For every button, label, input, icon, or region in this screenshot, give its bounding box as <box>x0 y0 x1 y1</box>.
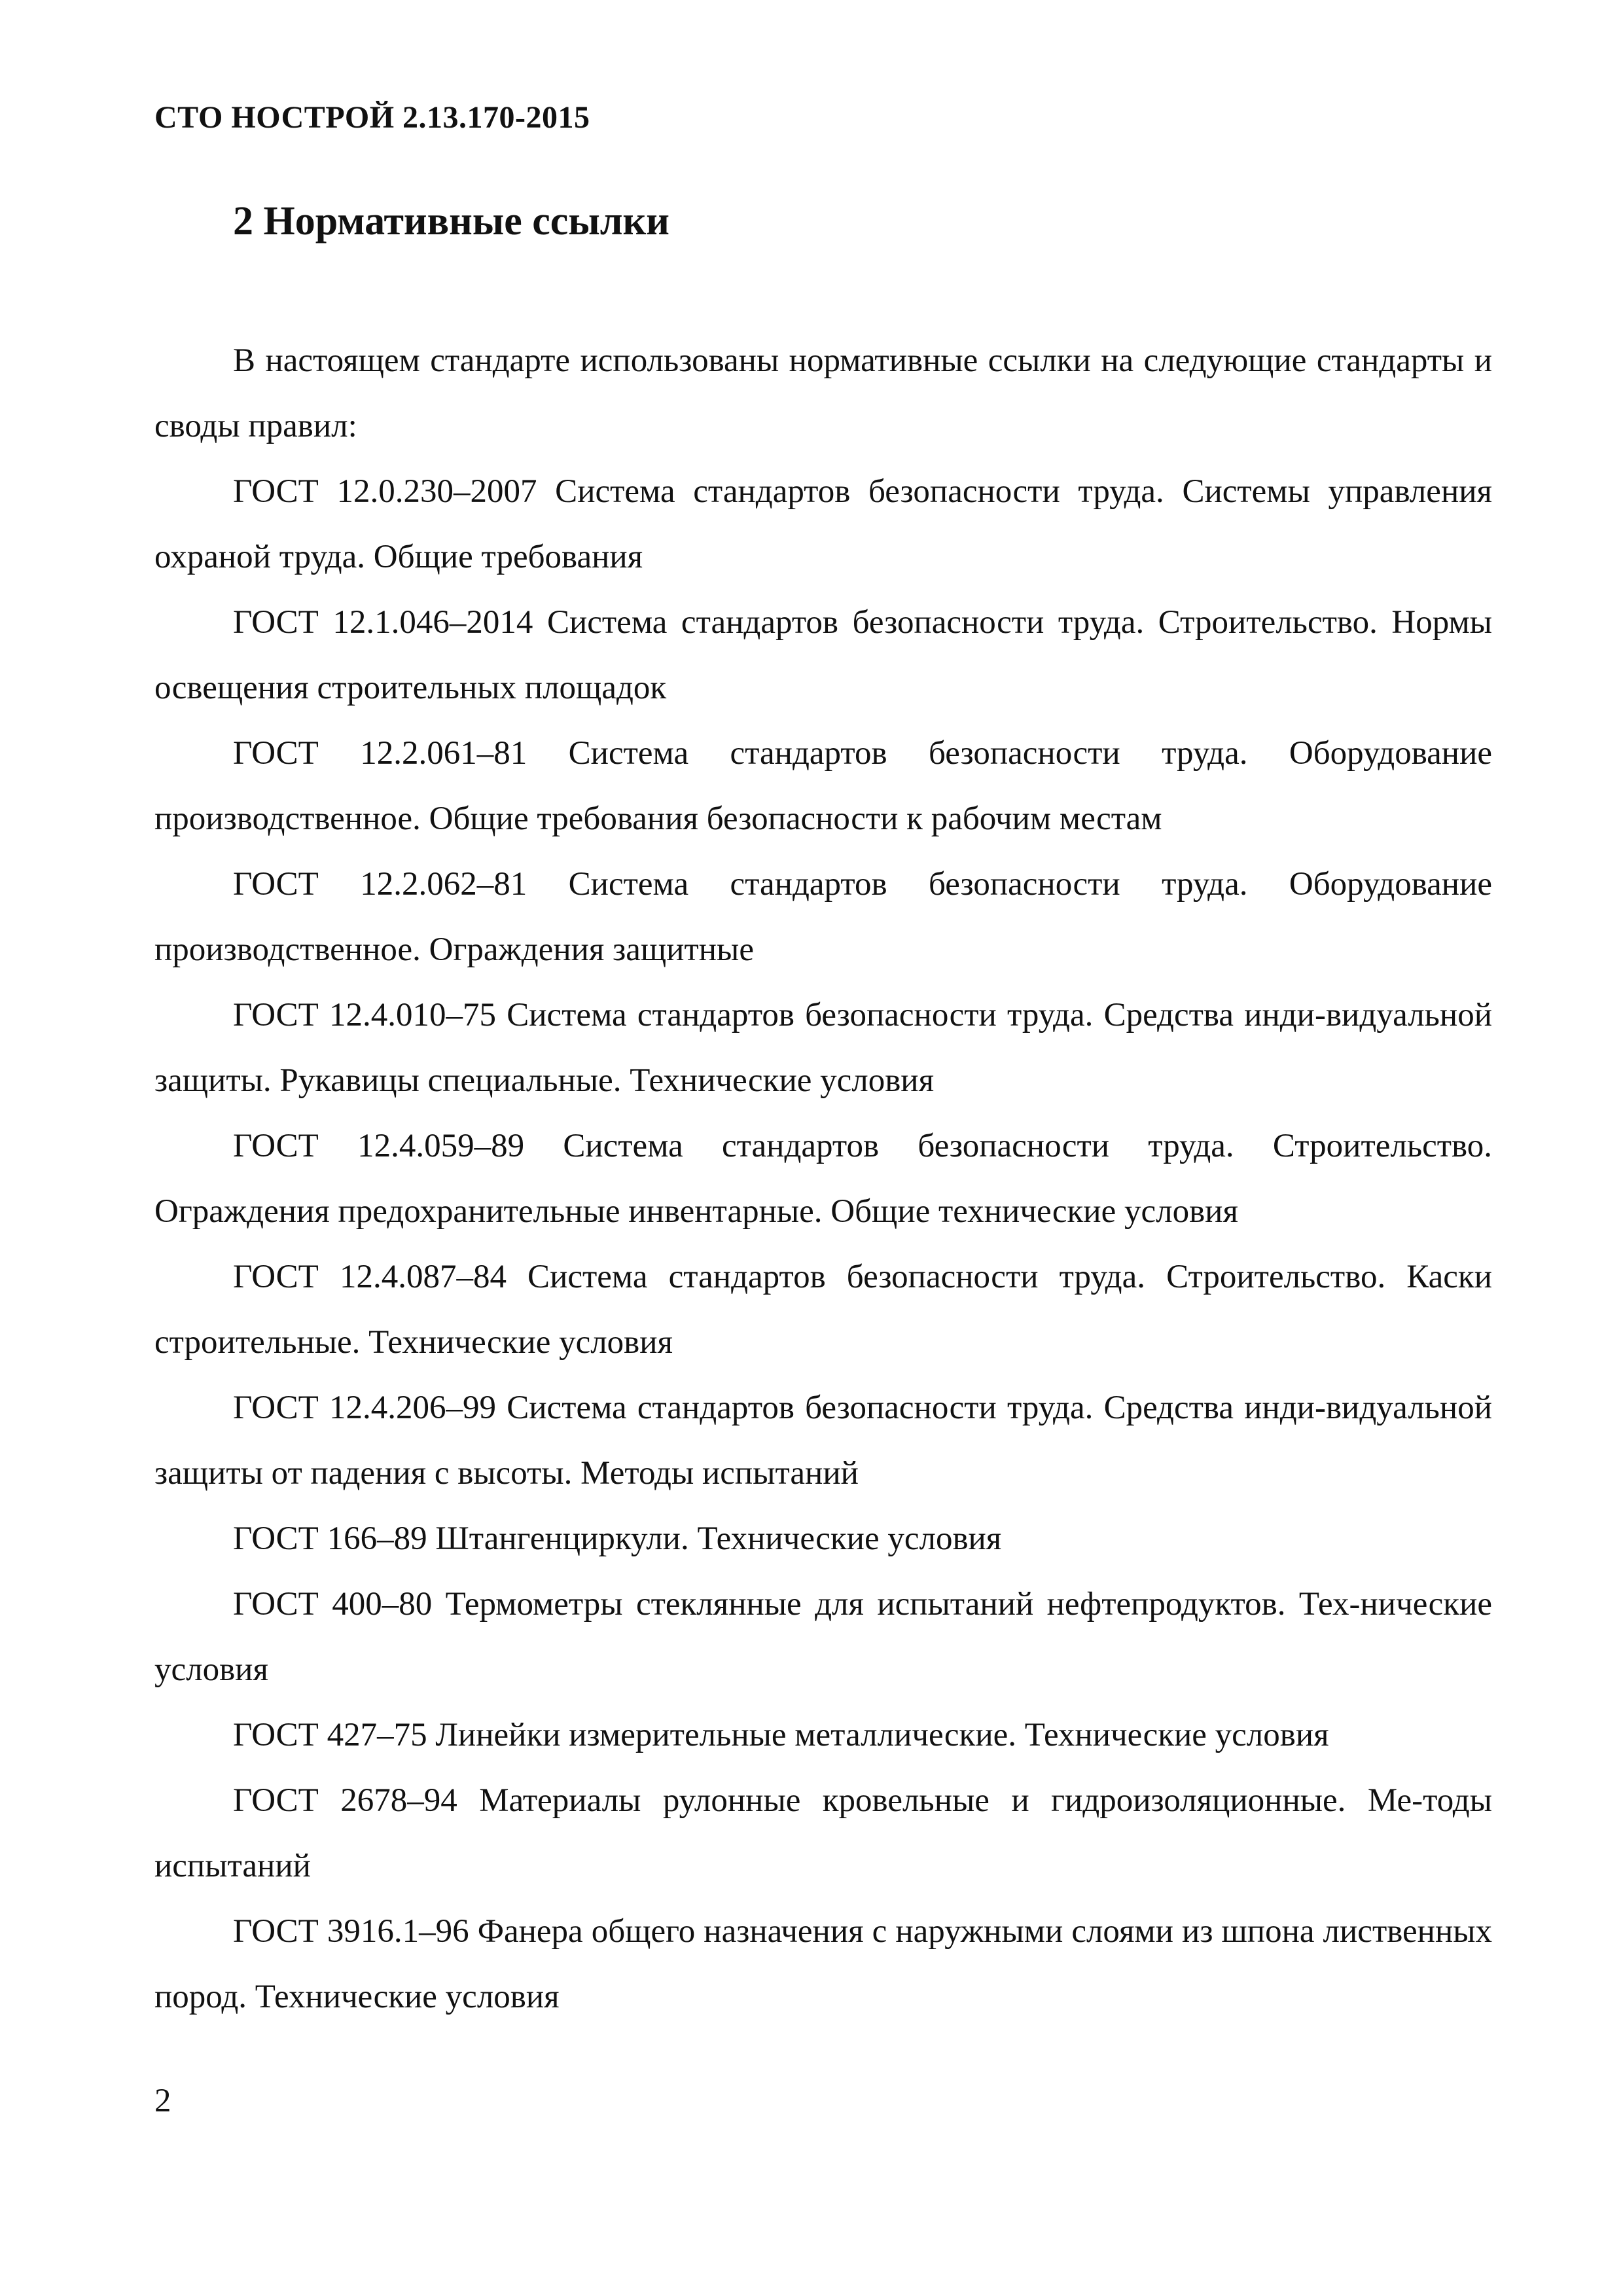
reference-item: ГОСТ 12.4.059–89 Система стандартов безопасности труда. Строительство. Ограждения предохранительные инвентарные. Общие технические условия <box>154 1128 1492 1230</box>
references-body <box>154 328 1492 2030</box>
reference-item: ГОСТ 3916.1–96 Фанера общего назначения с наружными слоями из шпона лиственных пород. Технические условия <box>154 1913 1492 2015</box>
reference-item: ГОСТ 12.4.206–99 Система стандартов безопасности труда. Средства инди-видуальной защиты от падения с высоты. Методы испытаний <box>154 1390 1492 1492</box>
reference-item: ГОСТ 2678–94 Материалы рулонные кровельные и гидроизоляционные. Ме-тоды испытаний <box>154 1782 1492 1884</box>
section-title: 2 Нормативные ссылки <box>233 199 669 243</box>
document-code: СТО НОСТРОЙ 2.13.170-2015 <box>154 100 590 135</box>
reference-item: ГОСТ 12.2.062–81 Система стандартов безопасности труда. Оборудование производственное. Ограждения защитные <box>154 866 1492 968</box>
reference-item: ГОСТ 400–80 Термометры стеклянные для испытаний нефтепродуктов. Тех-нические условия <box>154 1586 1492 1688</box>
reference-item: ГОСТ 166–89 Штангенциркули. Технические условия <box>233 1520 1002 1557</box>
reference-item: ГОСТ 12.4.087–84 Система стандартов безопасности труда. Строительство. Каски строительные. Технические условия <box>154 1259 1492 1361</box>
reference-item: ГОСТ 427–75 Линейки измерительные металлические. Технические условия <box>233 1717 1329 1753</box>
reference-item: ГОСТ 12.1.046–2014 Система стандартов безопасности труда. Строительство. Нормы освещения строительных площадок <box>154 604 1492 706</box>
reference-item: ГОСТ 12.2.061–81 Система стандартов безопасности труда. Оборудование производственное. Общие требования безопасности к рабочим местам <box>154 735 1492 837</box>
page-number: 2 <box>154 2083 171 2119</box>
reference-item: ГОСТ 12.4.010–75 Система стандартов безопасности труда. Средства инди-видуальной защиты. Рукавицы специальные. Технические условия <box>154 997 1492 1099</box>
reference-item: ГОСТ 12.0.230–2007 Система стандартов безопасности труда. Системы управления охраной труда. Общие требования <box>154 473 1492 575</box>
intro-paragraph: В настоящем стандарте использованы нормативные ссылки на следующие стандарты и своды правил: <box>154 342 1492 444</box>
